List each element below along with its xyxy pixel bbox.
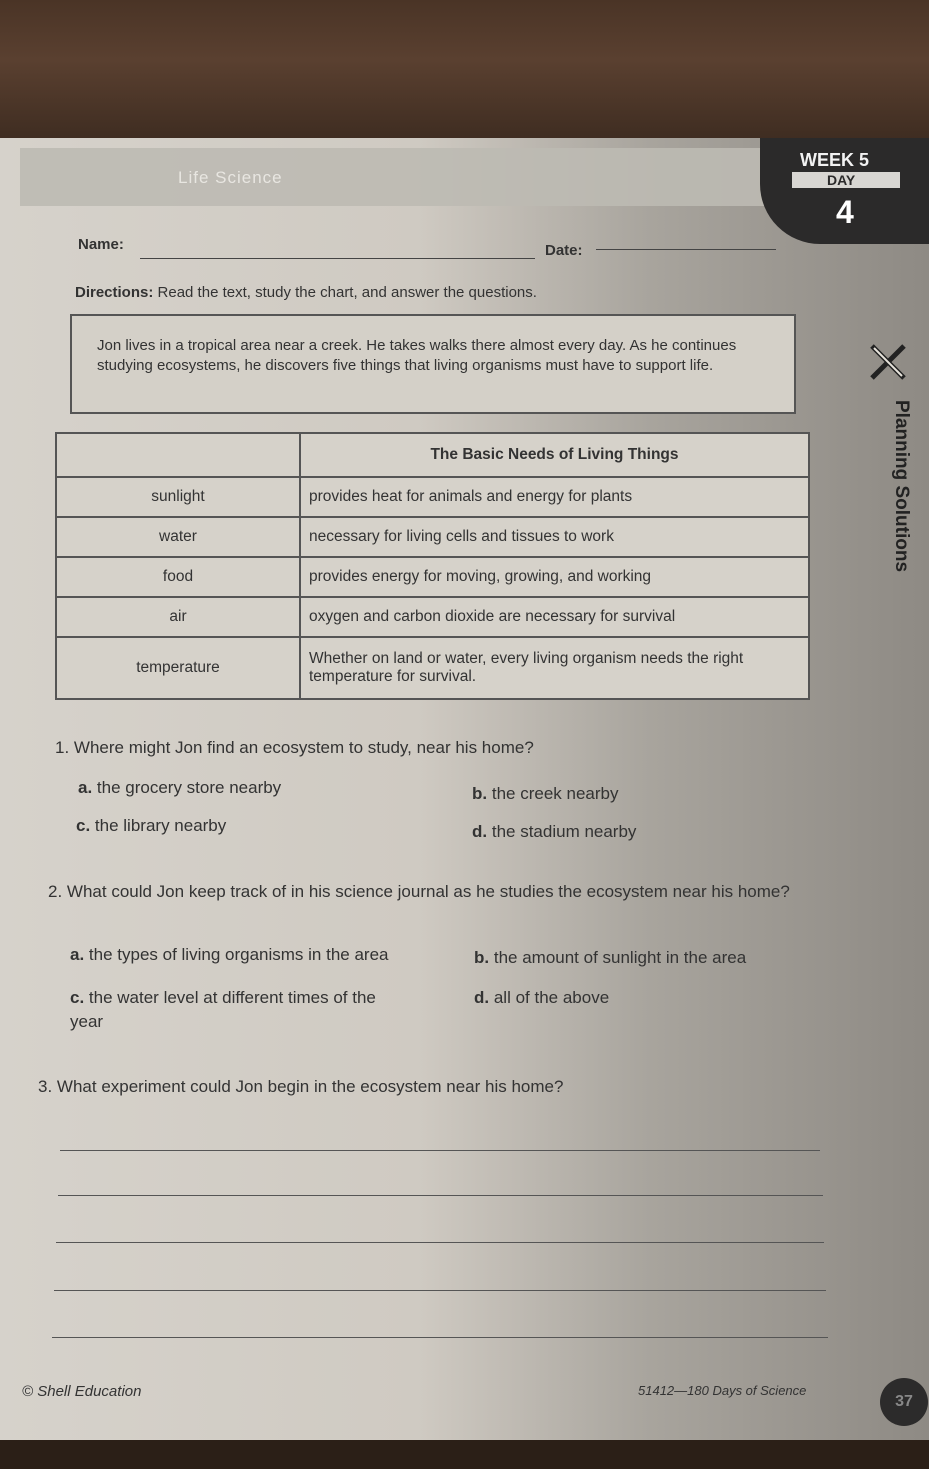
q2-option-b[interactable] xyxy=(474,948,746,968)
option-letter: d. xyxy=(474,988,490,1007)
description-cell: Whether on land or water, every living organism needs the right temperature for survival. xyxy=(300,637,809,699)
page-number: 37 xyxy=(880,1378,928,1426)
q1-option-a[interactable] xyxy=(78,778,281,798)
question-text: What experiment could Jon begin in the ecosystem near his home? xyxy=(56,1077,564,1096)
q2-option-a[interactable] xyxy=(70,945,388,965)
q2-option-d[interactable] xyxy=(474,988,609,1008)
table-row xyxy=(56,517,809,557)
table-row xyxy=(56,557,809,597)
planning-solutions-label: Planning Solutions xyxy=(891,400,912,573)
need-cell: sunlight xyxy=(56,477,300,517)
table-row xyxy=(56,597,809,637)
table-row xyxy=(56,637,809,699)
question-2 xyxy=(48,880,808,904)
day-label: DAY xyxy=(827,172,856,188)
day-number: 4 xyxy=(836,194,854,230)
description-cell: necessary for living cells and tissues to work xyxy=(300,517,809,557)
question-number: 2. xyxy=(48,882,63,901)
need-cell: water xyxy=(56,517,300,557)
date-field[interactable] xyxy=(596,249,776,250)
name-label: Name: xyxy=(78,236,124,253)
option-letter: c. xyxy=(76,816,91,835)
date-label: Date: xyxy=(545,242,583,259)
q1-option-b[interactable] xyxy=(472,784,618,804)
option-text: all of the above xyxy=(493,988,610,1007)
option-letter: b. xyxy=(474,948,490,967)
need-cell: food xyxy=(56,557,300,597)
basic-needs-table xyxy=(55,432,810,700)
answer-line[interactable] xyxy=(54,1290,826,1291)
description-cell: provides energy for moving, growing, and working xyxy=(300,557,809,597)
question-text: What could Jon keep track of in his science journal as he studies the ecosystem near his home? xyxy=(66,882,790,901)
question-text: Where might Jon find an ecosystem to study, near his home? xyxy=(73,738,534,757)
passage-box: Jon lives in a tropical area near a creek. He takes walks there almost every day. As he continues studying ecosystems, he discovers five things that living organisms must have to support life. xyxy=(70,314,796,414)
directions xyxy=(75,284,537,301)
option-text: the amount of sunlight in the area xyxy=(493,948,747,967)
need-cell: temperature xyxy=(56,637,300,699)
wood-background-top xyxy=(0,0,929,150)
q2-option-c[interactable] xyxy=(70,986,410,1034)
option-text: the grocery store nearby xyxy=(96,778,282,797)
q1-option-c[interactable] xyxy=(76,816,226,836)
subject-label: Life Science xyxy=(178,168,283,187)
option-letter: c. xyxy=(70,988,85,1007)
question-number: 1. xyxy=(55,738,70,757)
answer-line[interactable] xyxy=(56,1242,824,1243)
wood-background-bottom xyxy=(0,1440,929,1469)
q1-option-d[interactable] xyxy=(472,822,636,842)
answer-line[interactable] xyxy=(60,1150,820,1151)
option-letter: a. xyxy=(70,945,85,964)
option-text: the stadium nearby xyxy=(491,822,637,841)
description-cell: oxygen and carbon dioxide are necessary for survival xyxy=(300,597,809,637)
table-title: The Basic Needs of Living Things xyxy=(300,433,809,477)
publisher-credit: © Shell Education xyxy=(22,1383,142,1400)
option-letter: b. xyxy=(472,784,488,803)
question-1 xyxy=(55,738,534,758)
option-text: the creek nearby xyxy=(491,784,619,803)
option-letter: a. xyxy=(78,778,93,797)
option-text: the types of living organisms in the area xyxy=(88,945,389,964)
option-text: the library nearby xyxy=(94,816,227,835)
week-label: WEEK 5 xyxy=(800,150,870,170)
directions-text: Read the text, study the chart, and answer the questions. xyxy=(157,284,537,301)
table-row xyxy=(56,477,809,517)
product-code: 51412—180 Days of Science xyxy=(638,1383,807,1398)
question-3 xyxy=(38,1077,563,1097)
option-text: the water level at different times of the year xyxy=(70,988,376,1031)
table-corner xyxy=(56,433,300,477)
directions-label: Directions: xyxy=(75,284,154,301)
subject-banner xyxy=(20,148,780,206)
need-cell: air xyxy=(56,597,300,637)
name-field[interactable] xyxy=(140,258,535,259)
pencil-ruler-icon xyxy=(866,340,910,384)
description-cell: provides heat for animals and energy for plants xyxy=(300,477,809,517)
question-number: 3. xyxy=(38,1077,53,1096)
answer-line[interactable] xyxy=(58,1195,823,1196)
option-letter: d. xyxy=(472,822,488,841)
answer-line[interactable] xyxy=(52,1337,828,1338)
